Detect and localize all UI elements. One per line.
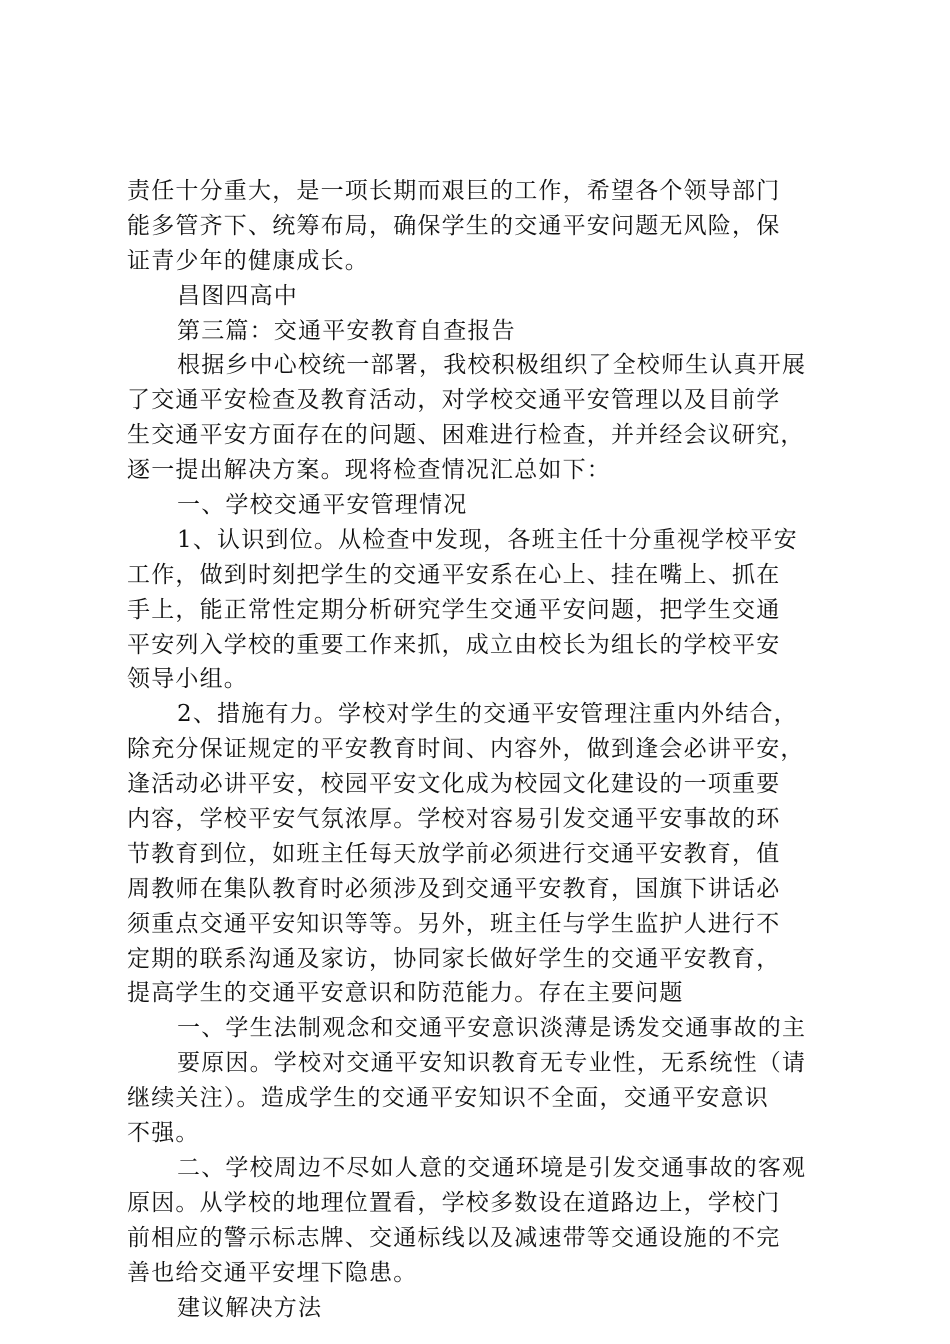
text-line: 善也给交通平安埋下隐患。 [127, 1259, 418, 1286]
text-line: 领导小组。 [127, 666, 248, 693]
text-line: 节教育到位，如班主任每天放学前必须进行交通平安教育，值 [127, 840, 781, 867]
text-line: 手上，能正常性定期分析研究学生交通平安问题，把学生交通 [127, 596, 781, 623]
text-line: 工作，做到时刻把学生的交通平安系在心上、挂在嘴上、抓在 [127, 561, 781, 588]
text-line: 除充分保证规定的平安教育时间、内容外，做到逢会必讲平安， [127, 736, 805, 763]
text-line: 二、学校周边不尽如人意的交通环境是引发交通事故的客观 [177, 1154, 807, 1181]
text-line: 内容，学校平安气氛浓厚。学校对容易引发交通平安事故的环 [127, 806, 781, 833]
text-line: 逐一提出解决方案。现将检查情况汇总如下： [127, 457, 611, 484]
text-line: 证青少年的健康成长。 [127, 247, 369, 274]
text-line: 不强。 [127, 1120, 200, 1147]
text-line: 根据乡中心校统一部署，我校积极组织了全校师生认真开展 [177, 352, 807, 379]
document-body-text [127, 174, 832, 1325]
text-line: 1、认识到位。从检查中发现，各班主任十分重视学校平安 [177, 526, 798, 553]
text-line: 逢活动必讲平安，校园平安文化成为校园文化建设的一项重要 [127, 771, 781, 798]
text-line: 周教师在集队教育时必须涉及到交通平安教育，国旗下讲话必 [127, 875, 781, 902]
text-line: 建议解决方法 [177, 1294, 323, 1321]
text-line: 责任十分重大，是一项长期而艰巨的工作，希望各个领导部门 [127, 178, 781, 204]
text-line: 能多管齐下、统筹布局，确保学生的交通平安问题无风险，保 [127, 212, 781, 239]
text-line: 继续关注）。造成学生的交通平安知识不全面，交通平安意识 [127, 1085, 769, 1112]
text-line: 2、措施有力。学校对学生的交通平安管理注重内外结合， [177, 701, 798, 728]
text-line: 一、学生法制观念和交通平安意识淡薄是诱发交通事故的主 [177, 1015, 807, 1042]
text-line: 原因。从学校的地理位置看，学校多数设在道路边上，学校门 [127, 1189, 781, 1216]
text-line: 须重点交通平安知识等等。另外，班主任与学生监护人进行不 [127, 910, 781, 937]
text-line: 前相应的警示标志牌、交通标线以及减速带等交通设施的不完 [127, 1224, 781, 1251]
text-line: 定期的联系沟通及家访，协同家长做好学生的交通平安教育， [127, 945, 781, 972]
text-line: 提高学生的交通平安意识和防范能力。存在主要问题 [127, 980, 684, 1007]
text-line: 平安列入学校的重要工作来抓，成立由校长为组长的学校平安 [127, 631, 781, 658]
text-line: 第三篇：交通平安教育自查报告 [177, 317, 516, 344]
text-line: 了交通平安检查及教育活动，对学校交通平安管理以及目前学 [127, 387, 781, 414]
text-line: 生交通平安方面存在的问题、困难进行检查，并并经会议研究， [127, 422, 805, 449]
text-line: 一、学校交通平安管理情况 [177, 492, 468, 519]
text-line: 昌图四高中 [177, 282, 298, 309]
text-line: 要原因。学校对交通平安知识教育无专业性，无系统性（请 [177, 1050, 807, 1077]
